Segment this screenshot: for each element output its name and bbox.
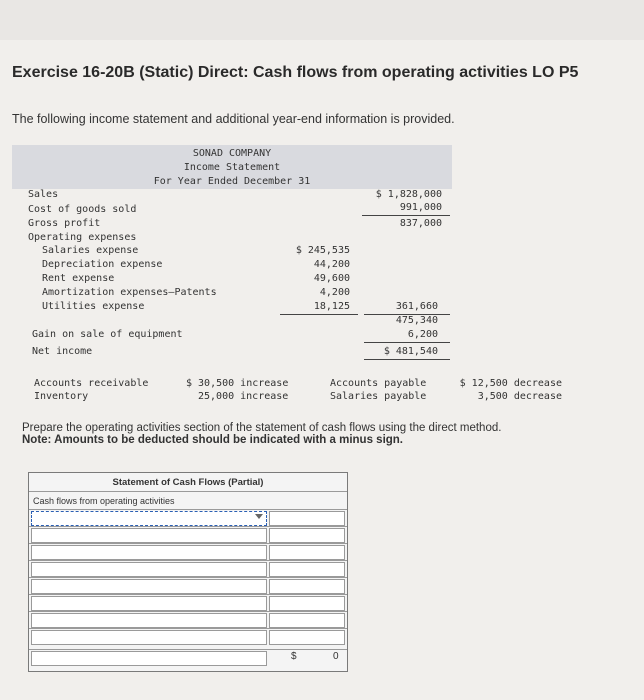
instructions-text: Prepare the operating activities section of the statement of cash flows using the direct method. — [22, 422, 502, 434]
description-select[interactable] — [31, 511, 267, 526]
chevron-down-icon — [255, 514, 263, 519]
top-header-band — [0, 0, 644, 40]
opex-label: Operating expenses — [28, 232, 137, 243]
statement-name: Income Statement — [183, 162, 281, 173]
total-row — [29, 649, 347, 666]
amount-input[interactable] — [269, 579, 345, 594]
opex-item-value: 18,125 — [313, 301, 350, 312]
gain-underline — [364, 342, 450, 343]
table-row — [29, 509, 347, 526]
table-row — [29, 594, 347, 611]
instructions — [22, 422, 622, 446]
additional-info — [0, 378, 644, 408]
amount-input[interactable] — [269, 545, 345, 560]
inv-value: 25,000 increase — [198, 391, 289, 402]
opex-item-label: Amortization expenses—Patents — [42, 287, 217, 298]
description-select[interactable] — [31, 596, 267, 611]
amount-input[interactable] — [269, 562, 345, 577]
opex-item-value: $ 245,535 — [295, 245, 350, 256]
table-row — [29, 611, 347, 628]
amount-input[interactable] — [269, 511, 345, 526]
ar-label: Accounts receivable — [34, 378, 149, 389]
opex-item-label: Salaries expense — [42, 245, 139, 256]
sales-label: Sales — [28, 189, 59, 200]
description-select[interactable] — [31, 613, 267, 628]
intro-text: The following income statement and additional year-end information is provided. — [12, 112, 455, 126]
total-value: 0 — [333, 651, 339, 662]
cash-flow-table-subheader: Cash flows from operating activities — [29, 491, 347, 509]
company-name: SONAD COMPANY — [192, 148, 272, 159]
table-row — [29, 543, 347, 560]
sp-label: Salaries payable — [330, 391, 427, 402]
exercise-title: Exercise 16-20B (Static) Direct: Cash flows from operating activities LO P5 — [12, 64, 579, 81]
income-statement-body — [12, 189, 452, 361]
cogs-underline — [362, 215, 450, 216]
description-select[interactable] — [31, 528, 267, 543]
net-income-underline — [364, 359, 450, 360]
description-select[interactable] — [31, 579, 267, 594]
subtotal-value: 475,340 — [395, 315, 438, 326]
amount-input[interactable] — [269, 528, 345, 543]
ap-value: $ 12,500 decrease — [459, 378, 562, 389]
opex-item-value: 44,200 — [313, 259, 350, 270]
inv-label: Inventory — [34, 391, 89, 402]
cogs-value: 991,000 — [399, 202, 442, 213]
gross-profit-value: 837,000 — [399, 218, 442, 229]
sp-value: 3,500 decrease — [477, 391, 562, 402]
opex-item-value: 4,200 — [319, 287, 350, 298]
description-select[interactable] — [31, 545, 267, 560]
total-description-select[interactable] — [31, 651, 267, 666]
amount-input[interactable] — [269, 596, 345, 611]
statement-period: For Year Ended December 31 — [153, 176, 311, 187]
instructions-note: Note: Amounts to be deducted should be indicated with a minus sign. — [22, 434, 404, 446]
ar-value: $ 30,500 increase — [186, 378, 289, 389]
gain-label: Gain on sale of equipment — [32, 329, 183, 340]
cash-flow-table — [28, 472, 348, 672]
table-row — [29, 577, 347, 594]
gain-value: 6,200 — [407, 329, 438, 340]
table-row — [29, 526, 347, 543]
total-dollar-sign: $ — [291, 651, 297, 662]
description-select[interactable] — [31, 562, 267, 577]
opex-item-value: 49,600 — [313, 273, 350, 284]
ap-label: Accounts payable — [330, 378, 427, 389]
net-income-value: $ 481,540 — [383, 346, 438, 357]
opex-item-label: Utilities expense — [42, 301, 145, 312]
cash-flow-table-title: Statement of Cash Flows (Partial) — [112, 477, 264, 488]
amount-input[interactable] — [269, 613, 345, 628]
net-income-label: Net income — [32, 346, 93, 357]
gross-profit-label: Gross profit — [28, 218, 101, 229]
opex-item-label: Depreciation expense — [42, 259, 163, 270]
sales-value: $ 1,828,000 — [375, 189, 442, 200]
amount-input[interactable] — [269, 630, 345, 645]
opex-item-label: Rent expense — [42, 273, 115, 284]
description-select[interactable] — [31, 630, 267, 645]
opex-total-value: 361,660 — [395, 301, 438, 312]
table-row — [29, 628, 347, 645]
income-statement-header — [12, 145, 452, 189]
table-row — [29, 560, 347, 577]
cogs-label: Cost of goods sold — [28, 204, 137, 215]
